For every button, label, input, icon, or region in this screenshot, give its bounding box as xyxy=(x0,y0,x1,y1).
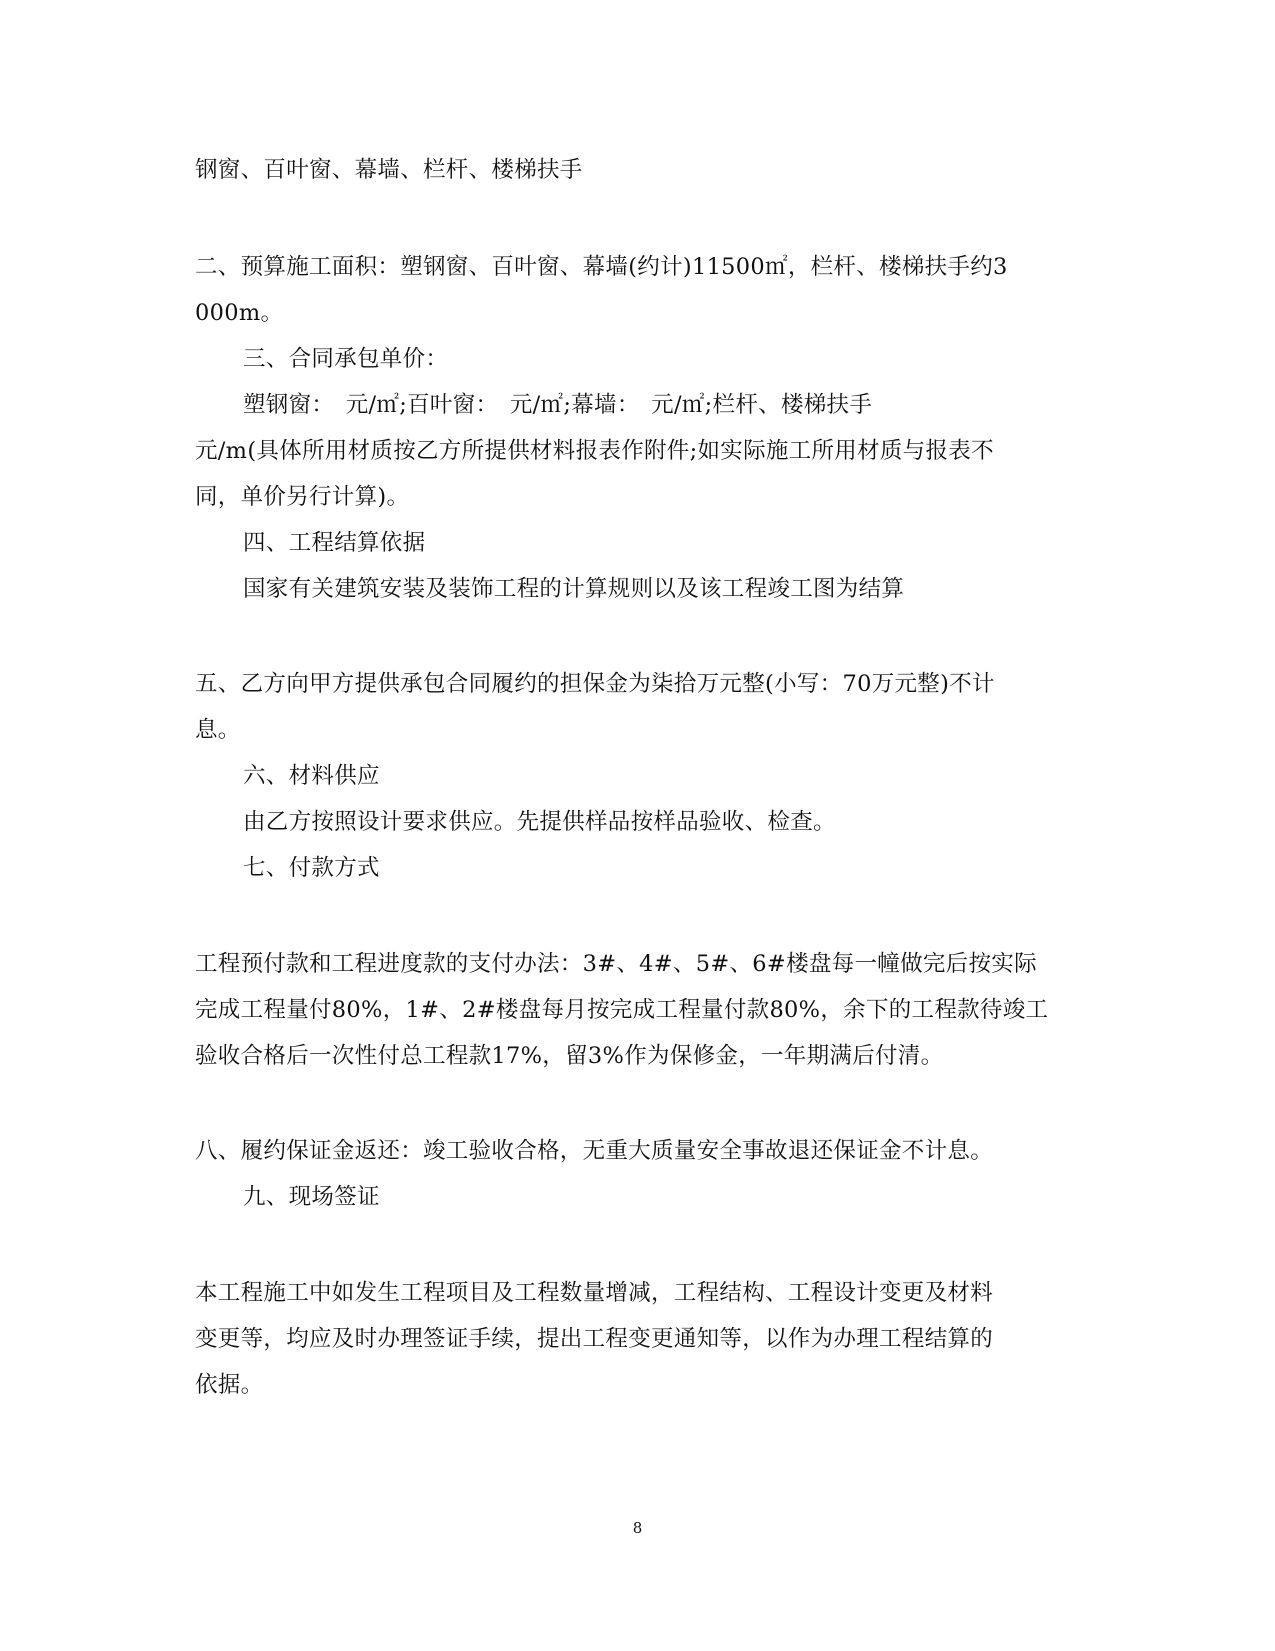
section-4-heading: 四、工程结算依据 xyxy=(243,530,426,556)
section-6-body: 由乙方按照设计要求供应。先提供样品按样品验收、检查。 xyxy=(243,809,836,835)
section-9-line-2: 变更等，均应及时办理签证手续，提出工程变更通知等，以作为办理工程结算的 xyxy=(195,1326,994,1352)
section-7-line-1: 工程预付款和工程进度款的支付办法：3#、4#、5#、6#楼盘每一幢做完后按实际 xyxy=(195,951,1037,977)
section-5-line-1: 五、乙方向甲方提供承包合同履约的担保金为柒拾万元整(小写：70万元整)不计 xyxy=(195,671,995,697)
section-8-line: 八、履约保证金返还：竣工验收合格，无重大质量安全事故退还保证金不计息。 xyxy=(195,1138,994,1164)
section-7-heading: 七、付款方式 xyxy=(243,855,380,881)
text-line: 钢窗、百叶窗、幕墙、栏杆、楼梯扶手 xyxy=(195,157,583,183)
section-3-line-3: 同，单价另行计算)。 xyxy=(195,484,410,510)
section-9-line-3: 依据。 xyxy=(195,1372,264,1398)
section-5-line-2: 息。 xyxy=(195,717,241,743)
section-7-line-2: 完成工程量付80%，1#、2#楼盘每月按完成工程量付款80%，余下的工程款待竣工 xyxy=(195,997,1049,1023)
section-2-line-2: 000m。 xyxy=(195,300,284,326)
section-3-heading: 三、合同承包单价： xyxy=(243,346,449,372)
section-2-line-1: 二、预算施工面积：塑钢窗、百叶窗、幕墙(约计)11500㎡，栏杆、楼梯扶手约3 xyxy=(195,254,1008,280)
section-3-line-1: 塑钢窗： 元/㎡;百叶窗： 元/㎡;幕墙： 元/㎡;栏杆、楼梯扶手 xyxy=(243,392,873,418)
section-4-body: 国家有关建筑安装及装饰工程的计算规则以及该工程竣工图为结算 xyxy=(243,576,905,602)
section-9-line-1: 本工程施工中如发生工程项目及工程数量增减，工程结构、工程设计变更及材料 xyxy=(195,1280,994,1306)
section-7-line-3: 验收合格后一次性付总工程款17%，留3%作为保修金，一年期满后付清。 xyxy=(195,1043,944,1069)
section-6-heading: 六、材料供应 xyxy=(243,763,380,789)
section-9-heading: 九、现场签证 xyxy=(243,1184,380,1210)
section-3-line-2: 元/m(具体所用材质按乙方所提供材料报表作附件;如实际施工所用材质与报表不 xyxy=(195,438,994,464)
page-number: 8 xyxy=(632,1519,643,1537)
